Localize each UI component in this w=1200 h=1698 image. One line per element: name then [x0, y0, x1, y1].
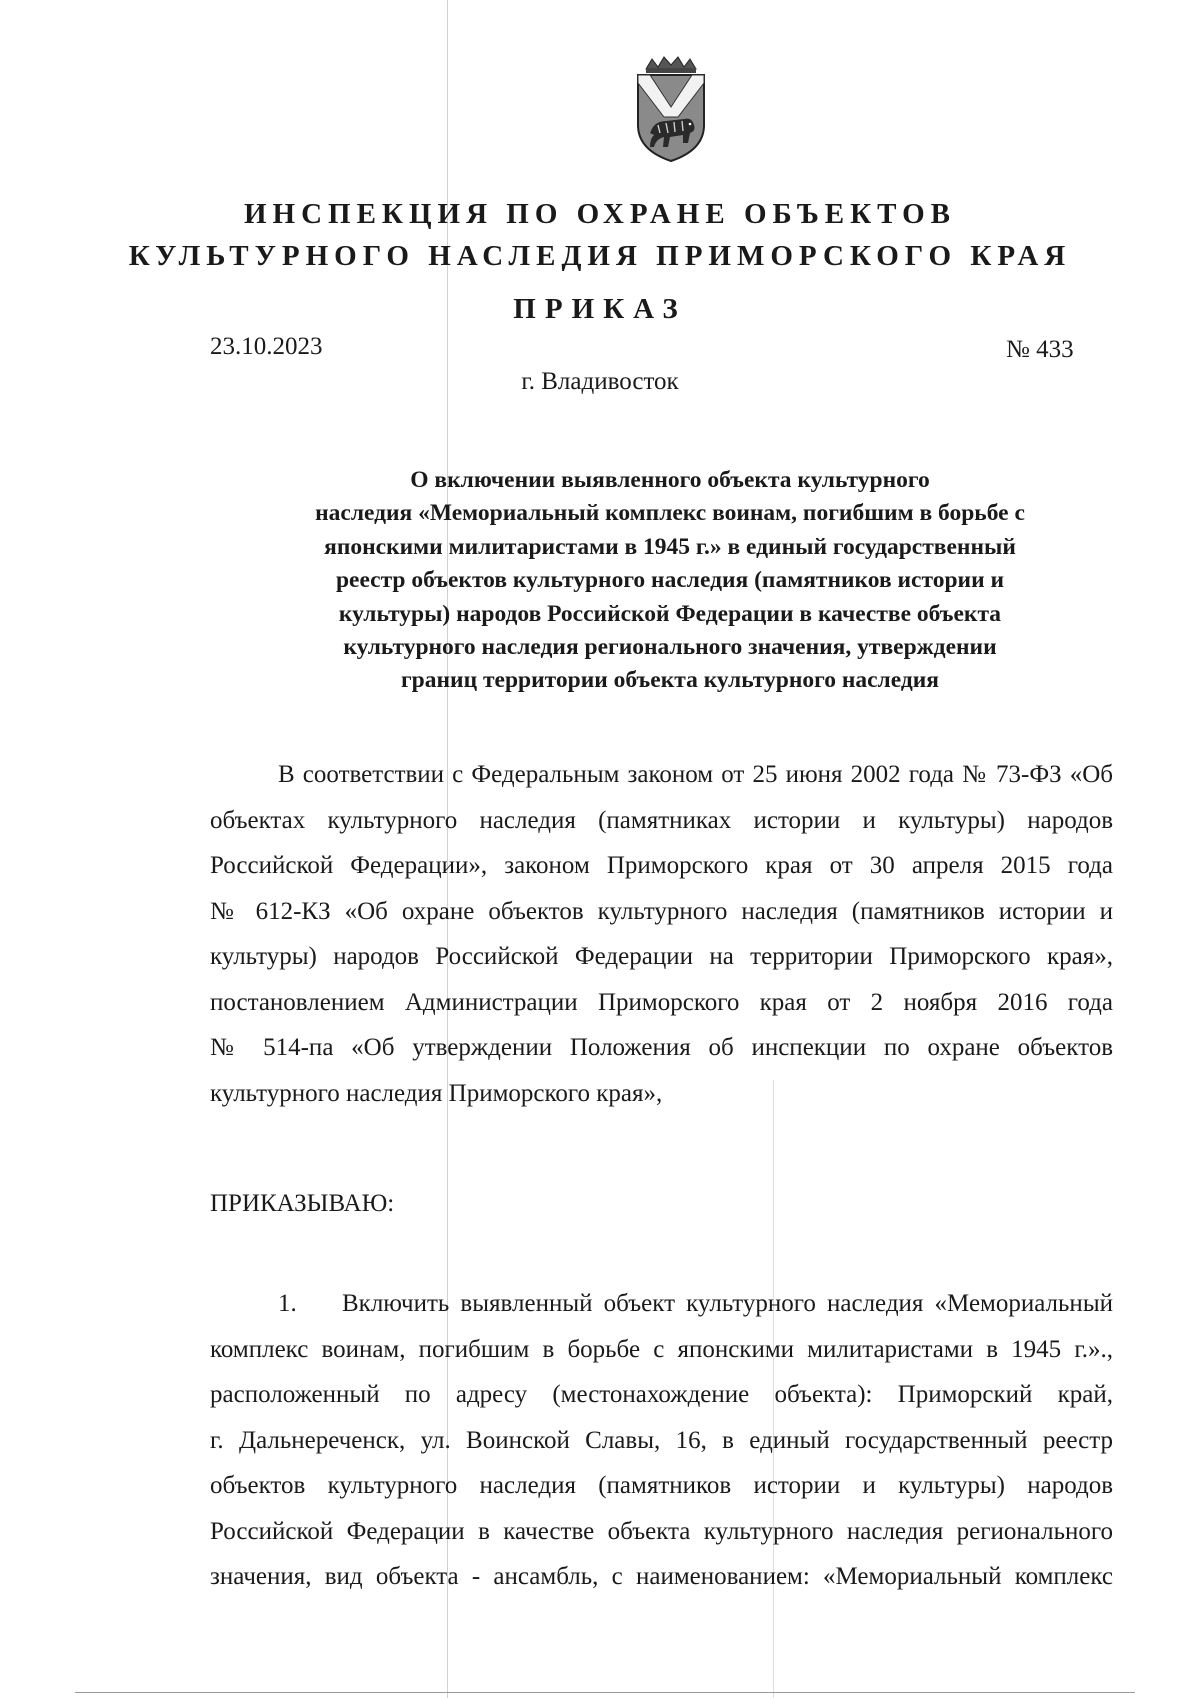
- order-title: ПРИКАЗ: [513, 293, 687, 325]
- subject-line: О включении выявленного объекта культурного: [410, 467, 930, 493]
- preamble-line: культуры) народов Российской Федерации на территории Приморского края»,: [210, 943, 1113, 970]
- order-date: 23.10.2023: [210, 333, 323, 360]
- preamble-line: № 514-па «Об утверждении Положения об инспекции по охране объектов: [210, 1034, 1113, 1061]
- header-line-1: ИНСПЕКЦИЯ ПО ОХРАНЕ ОБЪЕКТОВ: [243, 198, 957, 230]
- crown-icon: [646, 57, 696, 73]
- bottom-border: [75, 1692, 1135, 1693]
- order-subject: [250, 464, 1090, 698]
- order-city: г. Владивосток: [521, 368, 679, 395]
- item-first-line: [210, 1281, 1113, 1327]
- item-first-line-text: Включить выявленный объект культурного наследия «Мемориальный: [342, 1290, 1113, 1317]
- item-line: объектов культурного наследия (памятников истории и культуры) народов: [210, 1472, 1113, 1499]
- item-line: комплекс воинам, погибшим в борьбе с японскими милитаристами в 1945 г.».,: [210, 1335, 1113, 1363]
- order-item-1: [210, 1281, 1113, 1600]
- header-line-2: КУЛЬТУРНОГО НАСЛЕДИЯ ПРИМОРСКОГО КРАЯ: [128, 240, 1072, 272]
- preamble-line: постановлением Администрации Приморского края от 2 ноября 2016 года: [210, 988, 1113, 1016]
- preamble-paragraph: [210, 752, 1113, 1116]
- subject-line: культуры) народов Российской Федерации в качестве объекта: [338, 600, 1002, 627]
- subject-line: культурного наследия регионального значения, утверждении: [343, 634, 997, 661]
- subject-line: границ территории объекта культурного наследия: [401, 667, 939, 694]
- item-line: Российской Федерации в качестве объекта культурного наследия регионального: [210, 1517, 1113, 1545]
- preamble-line: объектах культурного наследия (памятниках истории и культуры) народов: [210, 806, 1113, 834]
- coat-of-arms-emblem: [628, 55, 714, 163]
- subject-line: наследия «Мемориальный комплекс воинам, погибшим в борьбе с: [315, 500, 1025, 527]
- orders-word: ПРИКАЗЫВАЮ:: [210, 1190, 395, 1217]
- item-line: значения, вид объекта - ансамбль, с наименованием: «Мемориальный комплекс: [210, 1563, 1113, 1590]
- preamble-line: культурного наследия Приморского края»,: [210, 1079, 663, 1107]
- item-line: расположенный по адресу (местонахождение объекта): Приморский край,: [210, 1381, 1113, 1408]
- item-number: 1.: [278, 1290, 297, 1317]
- preamble-line: № 612-КЗ «Об охране объектов культурного наследия (памятников истории и: [210, 897, 1113, 925]
- subject-line: реестр объектов культурного наследия (памятников истории и: [335, 567, 1005, 594]
- subject-line: японскими милитаристами в 1945 г.» в единый государственный: [324, 533, 1016, 560]
- preamble-line: Российской Федерации», законом Приморского края от 30 апреля 2015 года: [210, 852, 1113, 879]
- preamble-line: В соответствии с Федеральным законом от 25 июня 2002 года № 73-ФЗ «Об: [278, 761, 1113, 788]
- order-number: № 433: [1006, 336, 1074, 363]
- item-line: г. Дальнереченск, ул. Воинской Славы, 16, в единый государственный реестр: [210, 1426, 1113, 1454]
